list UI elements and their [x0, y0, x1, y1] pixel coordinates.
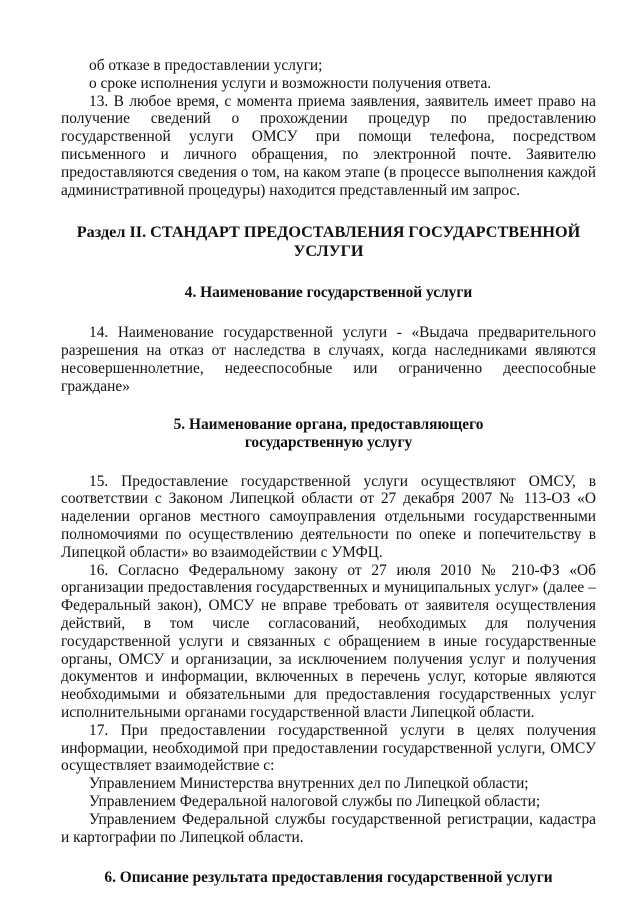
- paragraph-15: 15. Предоставление государственной услуги осуществляют ОМСУ, в соответствии с Законом Липецкой области от 27 декабря 2007 № 113-ОЗ «О наделении органов местного самоуправления отдельными государственными полномочиями по осуществлению деятельности по опеке и попечительству в Липецкой области» во взаимодействии с УМФЦ.: [61, 472, 596, 561]
- heading-5-line1: 5. Наименование органа, предоставляющего: [173, 415, 484, 433]
- section-2-title-line2: УСЛУГИ: [293, 242, 364, 261]
- heading-6: 6. Описание результата предоставления государственной услуги: [104, 869, 553, 887]
- paragraph-14: 14. Наименование государственной услуги - «Выдача предварительного разрешения на отказ от наследства в случаях, когда наследниками являются несовершеннолетние, недееспособные или ограниченно дееспособные граждане»: [61, 324, 596, 395]
- section-2-title: [61, 223, 596, 261]
- paragraph-16: 16. Согласно Федеральному закону от 27 июля 2010 № 210-ФЗ «Об организации предоставления государственных и муниципальных услуг» (далее – Федеральный закон), ОМСУ не вправе требовать от заявителя осуществления действий, в том числе согласований, необходимых для получения государственной услуги и связанных с обращением в иные государственные органы, ОМСУ и организации, за исключением получения услуг и получения документов и информации, включенных в перечень услуг, которые являются необходимыми и обязательными для предоставления государственных услуг исполнительными органами государственной власти Липецкой области.: [61, 561, 596, 721]
- paragraph-17: 17. При предоставлении государственной услуги в целях получения информации, необходимой при предоставлении государственной услуги, ОМСУ осуществляет взаимодействие с:: [61, 721, 596, 775]
- intro-line-refusal: об отказе в предоставлении услуги;: [89, 57, 323, 74]
- paragraph-13: 13. В любое время, с момента приема заявления, заявитель имеет право на получение сведений о прохождении процедур по предоставлению государственной услуги ОМСУ при помощи телефона, посредством письменного и личного обращения, по электронной почте. Заявителю предоставляются сведения о том, на каком этапе (в процессе выполнения каждой административной процедуры) находится представленный им запрос.: [61, 92, 596, 199]
- section-2-title-line1: Раздел II. СТАНДАРТ ПРЕДОСТАВЛЕНИЯ ГОСУДАРСТВЕННОЙ: [76, 223, 581, 242]
- interaction-item-rosreestr: Управлением Федеральной службы государственной регистрации, кадастра и картографии по Липецкой области.: [61, 810, 596, 846]
- heading-5-line2: государственную услугу: [244, 433, 413, 451]
- interaction-item-fns: Управлением Федеральной налоговой службы по Липецкой области;: [89, 792, 541, 810]
- heading-5: [61, 416, 596, 452]
- intro-line-deadline: о сроке исполнения услуги и возможности получения ответа.: [89, 74, 492, 92]
- heading-4: 4. Наименование государственной услуги: [184, 284, 473, 302]
- interaction-item-mvd: Управлением Министерства внутренних дел по Липецкой области;: [89, 775, 529, 793]
